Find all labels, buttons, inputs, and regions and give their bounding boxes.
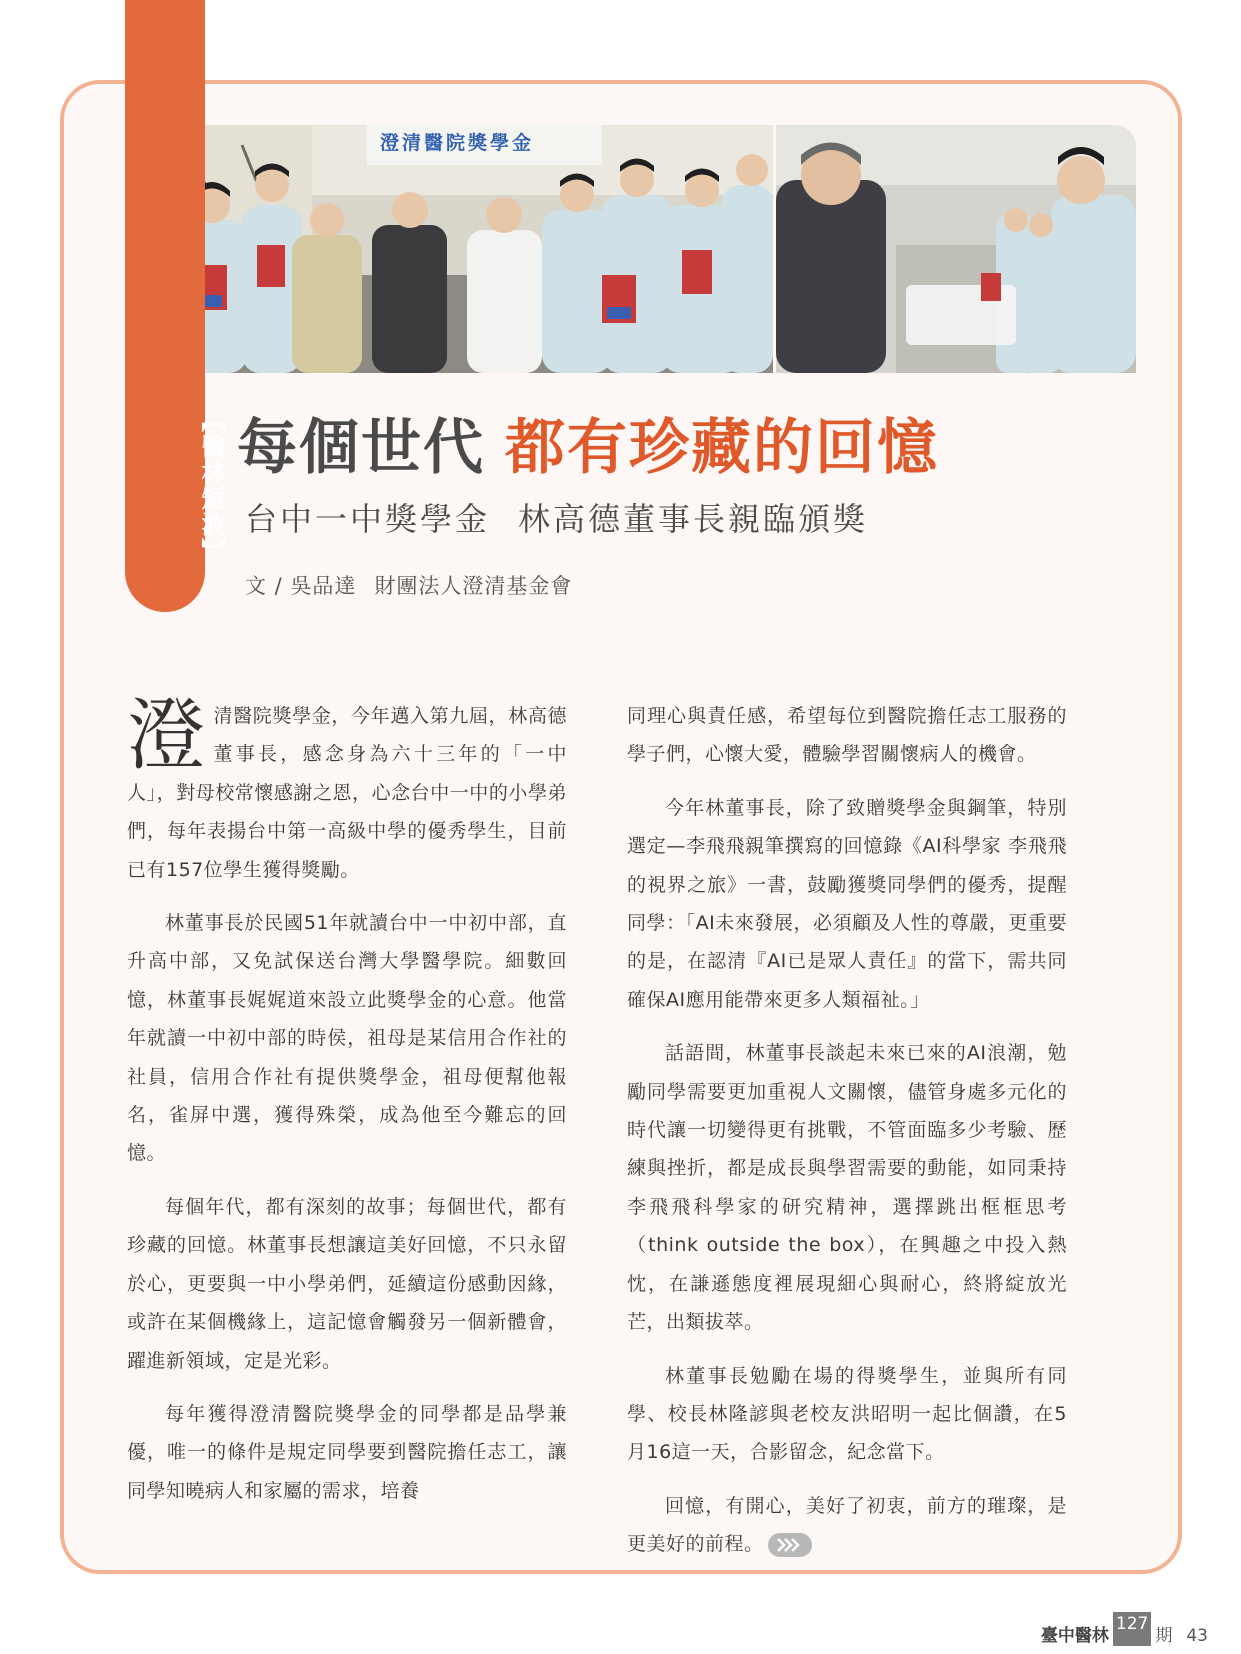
magazine-name: 臺中醫林 bbox=[1040, 1626, 1109, 1646]
title-part-1: 每個世代 bbox=[237, 413, 485, 483]
paragraph: 每個年代，都有深刻的故事；每個世代，都有珍藏的回憶。林董事長想讓這美好回憶，不只永留於心，更要與一中小學弟們，延續這份感動因緣，或許在某個機緣上，這記憶會觸發另一個新體會，躍進新領域，定是光彩。 bbox=[127, 1195, 567, 1372]
drop-cap: 澄 bbox=[127, 691, 206, 781]
article-subtitle bbox=[245, 494, 868, 540]
title-part-2: 都有珍藏的回憶 bbox=[505, 413, 939, 483]
subtitle-part-1: 台中一中獎學金 bbox=[245, 500, 491, 538]
group-photo bbox=[162, 125, 773, 373]
subtitle-part-2: 林高德董事長親臨頒獎 bbox=[518, 500, 869, 538]
paragraph: 今年林董事長，除了致贈獎學金與鋼筆，特別選定—李飛飛親筆撰寫的回憶錄《AI科學家 李飛飛的視界之旅》一書，鼓勵獲獎同學們的優秀，提醒同學：「AI未來發展，必須顧及人性的尊嚴，更重要的是，在認清『AI已是眾人責任』的當下，需共同確保AI應用能帶來更多人類福祉。」 bbox=[627, 796, 1067, 1011]
paragraph: 林董事長勉勵在場的得獎學生，並與所有同學、校長林隆諺與老校友洪昭明一起比個讚，在5月16這一天，合影留念，紀念當下。 bbox=[627, 1364, 1067, 1464]
section-tab bbox=[125, 0, 226, 612]
group-photo-image bbox=[162, 125, 773, 373]
issue-number: 127 bbox=[1113, 1612, 1151, 1646]
issue-suffix: 期 bbox=[1155, 1626, 1173, 1646]
article-title bbox=[237, 410, 939, 486]
paragraph-text: 回憶，有開心，美好了初衷，前方的璀璨，是更美好的前程。 bbox=[627, 1494, 1067, 1556]
article-column-left bbox=[127, 691, 567, 1525]
byline bbox=[245, 570, 572, 600]
page-footer bbox=[1041, 1612, 1208, 1646]
byline-org: 財團法人澄清基金會 bbox=[374, 574, 573, 598]
article-column-right bbox=[627, 697, 1067, 1579]
paragraph-text: 清醫院獎學金，今年邁入第九屆，林高德董事長，感念身為六十三年的「一中人」，對母校常懷感謝之恩，心念台中一中的小學弟們，每年表揚台中第一高級中學的優秀學生，目前已有157位學生獲得獎勵。 bbox=[127, 705, 567, 881]
paragraph: 林董事長於民國51年就讀台中一中初中部，直升高中部，又免試保送台灣大學醫學院。細數回憶，林董事長娓娓道來設立此獎學金的心意。他當年就讀一中初中部的時侯，祖母是某信用合作社的社員，信用合作社有提供獎學金，祖母便幫他報名，雀屏中選，獲得殊榮，成為他至今難忘的回憶。 bbox=[127, 912, 567, 1165]
paragraph bbox=[127, 691, 567, 889]
paragraph: 同理心與責任感，希望每位到醫院擔任志工服務的學子們，心懷大愛，體驗學習關懷病人的機會。 bbox=[627, 705, 1067, 766]
photo-banner-text: 澄清醫院獎學金 bbox=[380, 132, 535, 154]
paragraph: 話語間，林董事長談起未來已來的AI浪潮，勉勵同學需要更加重視人文關懷，儘管身處多元化的時代讓一切變得更有挑戰，不管面臨多少考驗、歷練與挫折，都是成長與學習需要的動能，如同秉持李飛飛科學家的研究精神，選擇跳出框框思考（think outside the box），在興趣之中投入熱忱，在謙遜態度裡展現細心與耐心，終將綻放光芒，出類拔萃。 bbox=[627, 1042, 1067, 1334]
paragraph: 每年獲得澄清醫院獎學金的同學都是品學兼優，唯一的條件是規定同學要到醫院擔任志工，讓同學知曉病人和家屬的需求，培養 bbox=[127, 1402, 567, 1502]
section-tab-label: 【醫林短波】 bbox=[197, 408, 226, 564]
byline-author: 文 / 吳品達 bbox=[245, 574, 357, 598]
double-chevron-right-icon bbox=[768, 1533, 812, 1557]
paragraph bbox=[627, 1487, 1067, 1564]
page-number: 43 bbox=[1186, 1626, 1208, 1646]
award-presentation-photo-image bbox=[776, 125, 1136, 373]
award-presentation-photo bbox=[776, 125, 1136, 373]
